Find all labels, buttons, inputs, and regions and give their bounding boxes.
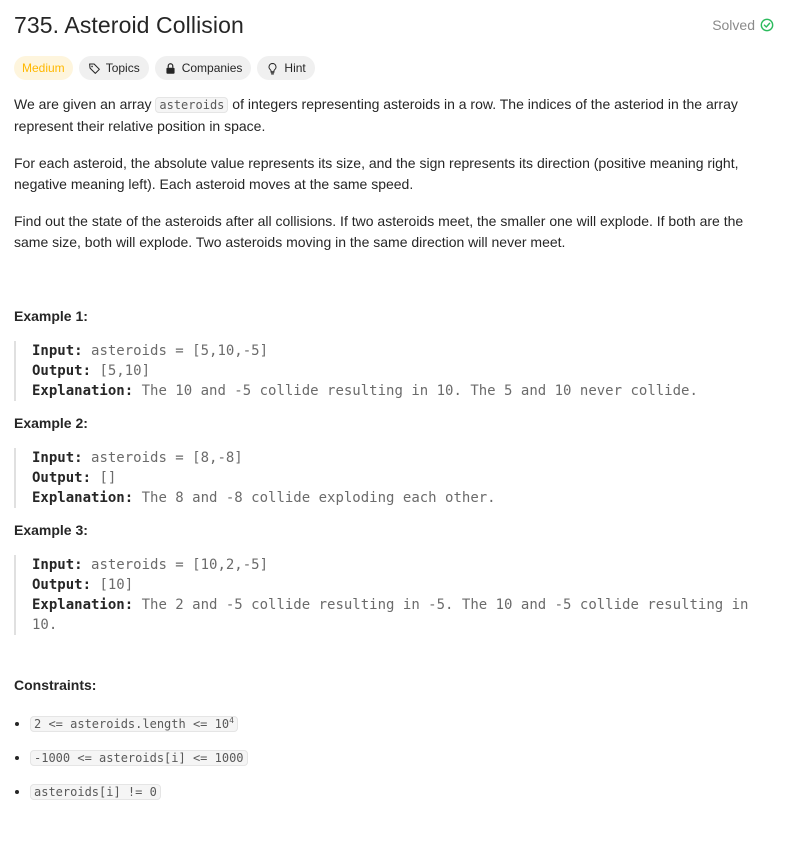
input-label: Input: bbox=[32, 557, 83, 573]
constraint-code: -1000 <= asteroids[i] <= 1000 bbox=[30, 750, 248, 766]
example-output bbox=[32, 575, 754, 595]
output-value: [10] bbox=[99, 577, 134, 593]
companies-label: Companies bbox=[181, 60, 243, 75]
example-title: Example 1: bbox=[14, 308, 88, 324]
hint-label: Hint bbox=[284, 60, 306, 75]
constraint-item bbox=[30, 712, 774, 735]
description-text: of integers representing asteroids in a row. The indices of the asteriod in the array represent their relative position in space. bbox=[14, 96, 738, 134]
constraint-item bbox=[30, 746, 774, 769]
example-input bbox=[32, 555, 754, 575]
example-3 bbox=[14, 520, 774, 635]
output-label: Output: bbox=[32, 577, 92, 593]
difficulty-badge[interactable] bbox=[14, 56, 73, 80]
explanation-value: The 8 and -8 collide exploding each other. bbox=[141, 490, 496, 506]
output-label: Output: bbox=[32, 470, 92, 486]
check-circle-icon bbox=[760, 18, 774, 32]
example-block bbox=[14, 341, 754, 401]
example-block bbox=[14, 448, 754, 508]
input-value: asteroids = [5,10,-5] bbox=[91, 343, 269, 359]
lock-icon bbox=[164, 62, 177, 75]
constraints-title: Constraints: bbox=[14, 677, 97, 693]
input-value: asteroids = [10,2,-5] bbox=[91, 557, 269, 573]
inline-code: asteroids bbox=[155, 97, 228, 113]
constraint-item bbox=[30, 780, 774, 803]
solved-label: Solved bbox=[712, 16, 755, 33]
example-input bbox=[32, 448, 754, 468]
difficulty-label: Medium bbox=[22, 60, 65, 75]
problem-title[interactable]: 735. Asteroid Collision bbox=[14, 11, 244, 38]
description-text: We are given an array bbox=[14, 96, 156, 112]
input-label: Input: bbox=[32, 343, 83, 359]
topics-button[interactable] bbox=[79, 56, 149, 80]
input-value: asteroids = [8,-8] bbox=[91, 450, 243, 466]
constraint-exponent: 4 bbox=[229, 716, 234, 725]
description-paragraph-2: For each asteroid, the absolute value represents its size, and the sign represents its direction (positive meaning right, negative meaning left). Each asteroid moves at the same speed. bbox=[14, 155, 739, 192]
constraint-code bbox=[30, 716, 238, 732]
example-title: Example 2: bbox=[14, 415, 88, 431]
topics-label: Topics bbox=[105, 60, 140, 75]
constraints-list bbox=[14, 712, 774, 803]
example-1 bbox=[14, 306, 774, 401]
explanation-label: Explanation: bbox=[32, 490, 134, 506]
problem-description bbox=[14, 94, 774, 253]
output-label: Output: bbox=[32, 363, 92, 379]
example-input bbox=[32, 341, 754, 361]
example-2 bbox=[14, 413, 774, 508]
lightbulb-icon bbox=[266, 62, 279, 75]
example-output bbox=[32, 468, 754, 488]
constraint-text: 2 <= asteroids.length <= 10 bbox=[34, 717, 230, 731]
tag-icon bbox=[88, 62, 101, 75]
input-label: Input: bbox=[32, 450, 83, 466]
description-paragraph-3: Find out the state of the asteroids after all collisions. If two asteroids meet, the smaller one will explode. If both are the same size, both will explode. Two asteroids moving in the same direction will never meet. bbox=[14, 213, 744, 250]
example-explanation bbox=[32, 595, 754, 635]
example-explanation bbox=[32, 488, 754, 508]
example-explanation bbox=[32, 381, 754, 401]
explanation-label: Explanation: bbox=[32, 383, 134, 399]
solved-status bbox=[712, 15, 774, 36]
description-paragraph-1 bbox=[14, 94, 754, 137]
example-output bbox=[32, 361, 754, 381]
explanation-value: The 10 and -5 collide resulting in 10. The 5 and 10 never collide. bbox=[141, 383, 698, 399]
output-value: [5,10] bbox=[99, 363, 151, 379]
constraint-code: asteroids[i] != 0 bbox=[30, 784, 161, 800]
hint-button[interactable] bbox=[257, 56, 314, 80]
problem-header bbox=[14, 0, 774, 50]
example-block bbox=[14, 555, 754, 635]
spacer bbox=[14, 269, 774, 306]
example-title: Example 3: bbox=[14, 522, 88, 538]
companies-button[interactable] bbox=[155, 56, 252, 80]
output-value: [] bbox=[99, 470, 117, 486]
explanation-value: The 2 and -5 collide resulting in -5. The 10 and -5 collide resulting in 10. bbox=[32, 597, 749, 633]
explanation-label: Explanation: bbox=[32, 597, 134, 613]
tag-row bbox=[14, 56, 774, 80]
